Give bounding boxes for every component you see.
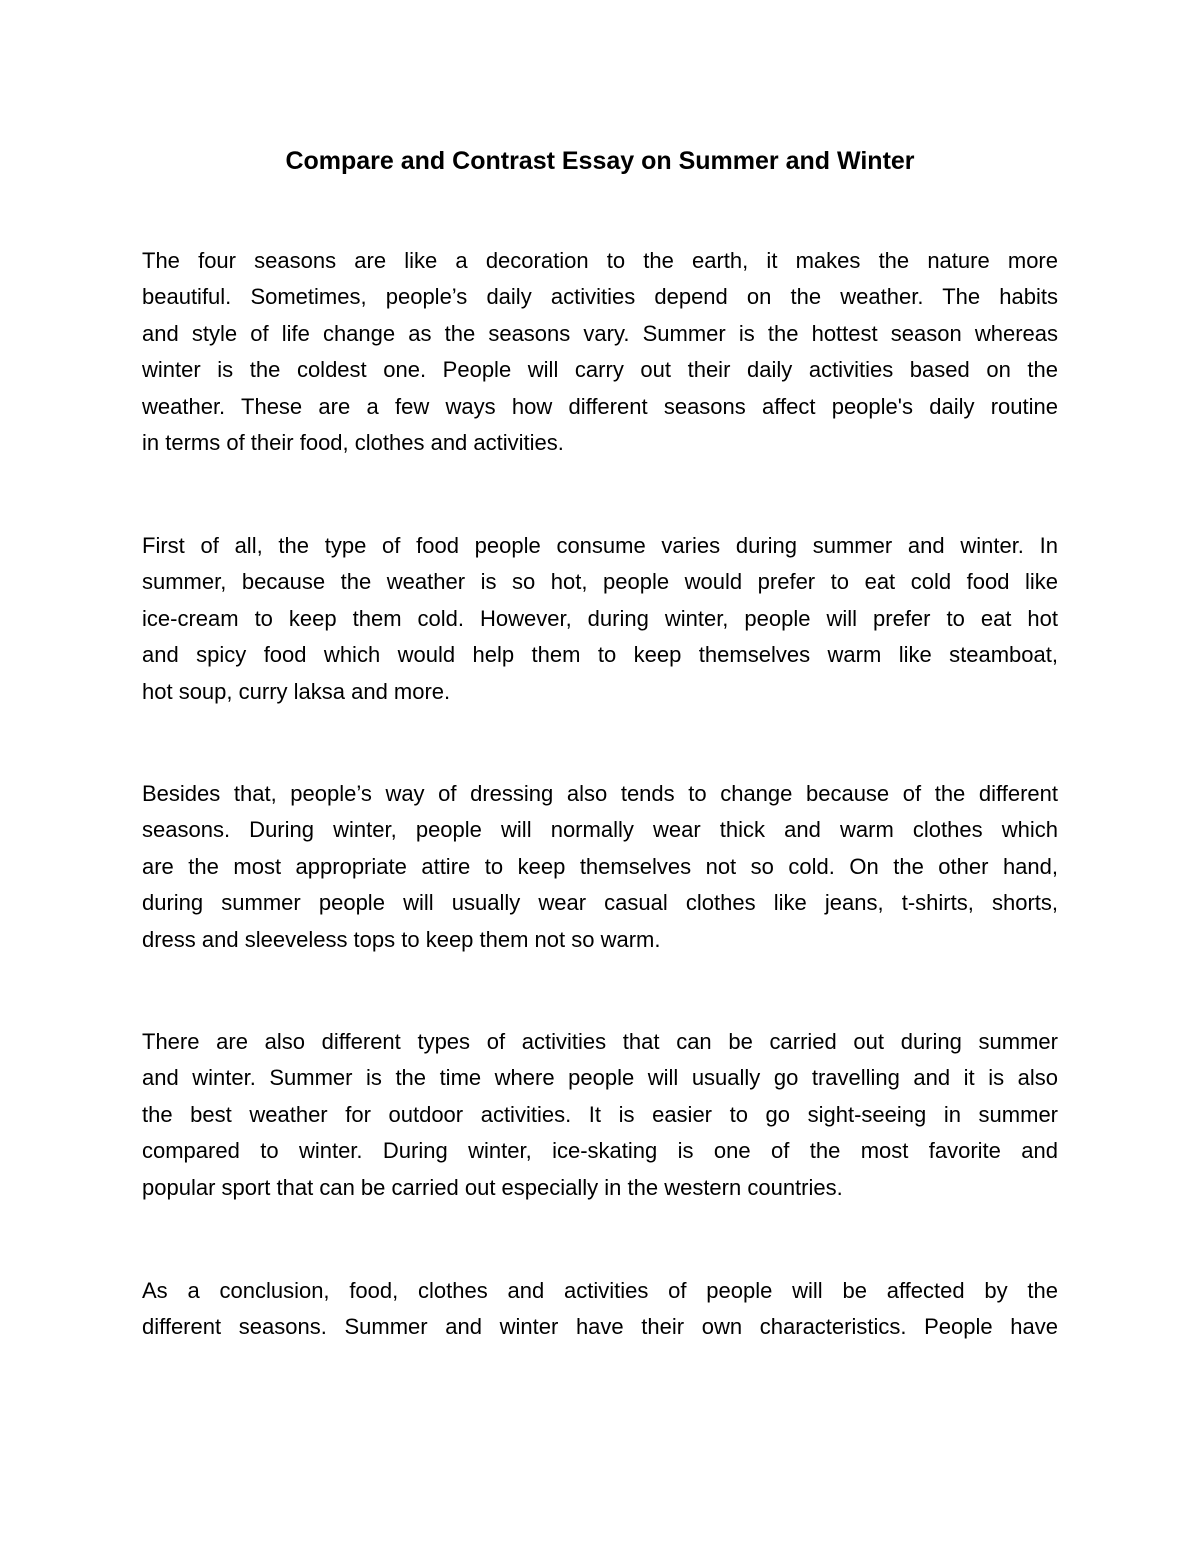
text-line: beautiful. Sometimes, people’s daily activities depend on the weather. The habits — [142, 284, 1058, 310]
text-line: in terms of their food, clothes and activities. — [142, 430, 564, 456]
text-line: the best weather for outdoor activities. It is easier to go sight-seeing in summer — [142, 1101, 1058, 1127]
text-line: winter is the coldest one. People will carry out their daily activities based on the — [142, 357, 1058, 383]
text-line: There are also different types of activities that can be carried out during summer — [142, 1029, 1058, 1054]
text-line: Besides that, people’s way of dressing also tends to change because of the different — [142, 781, 1058, 806]
text-line: seasons. During winter, people will normally wear thick and warm clothes which — [142, 817, 1058, 843]
text-line: and spicy food which would help them to keep themselves warm like steamboat, — [142, 642, 1058, 668]
paragraph-food — [142, 528, 1058, 710]
paragraph-intro — [142, 243, 1058, 461]
text-line: are the most appropriate attire to keep themselves not so cold. On the other hand, — [142, 853, 1058, 879]
text-line: First of all, the type of food people consume varies during summer and winter. In — [142, 533, 1058, 558]
text-line: hot soup, curry laksa and more. — [142, 678, 451, 704]
text-line: weather. These are a few ways how different seasons affect people's daily routine — [142, 393, 1058, 419]
essay-title: Compare and Contrast Essay on Summer and Winter — [285, 147, 915, 175]
text-line: and winter. Summer is the time where people will usually go travelling and it is also — [142, 1065, 1058, 1091]
text-line: ice-cream to keep them cold. However, during winter, people will prefer to eat hot — [142, 605, 1058, 631]
text-line: As a conclusion, food, clothes and activities of people will be affected by the — [142, 1278, 1058, 1303]
text-line: summer, because the weather is so hot, people would prefer to eat cold food like — [142, 569, 1058, 595]
text-line: The four seasons are like a decoration to the earth, it makes the nature more — [142, 248, 1058, 273]
text-line: during summer people will usually wear casual clothes like jeans, t-shirts, shorts, — [142, 890, 1058, 916]
text-line: compared to winter. During winter, ice-skating is one of the most favorite and — [142, 1138, 1058, 1164]
text-line: popular sport that can be carried out especially in the western countries. — [142, 1174, 843, 1200]
paragraph-activities — [142, 1024, 1058, 1206]
paragraph-clothes — [142, 776, 1058, 958]
text-line: and style of life change as the seasons vary. Summer is the hottest season whereas — [142, 320, 1058, 346]
text-line: dress and sleeveless tops to keep them not so warm. — [142, 926, 661, 952]
text-line: different seasons. Summer and winter have their own characteristics. People have — [142, 1314, 1058, 1340]
paragraph-conclusion — [142, 1273, 1058, 1346]
